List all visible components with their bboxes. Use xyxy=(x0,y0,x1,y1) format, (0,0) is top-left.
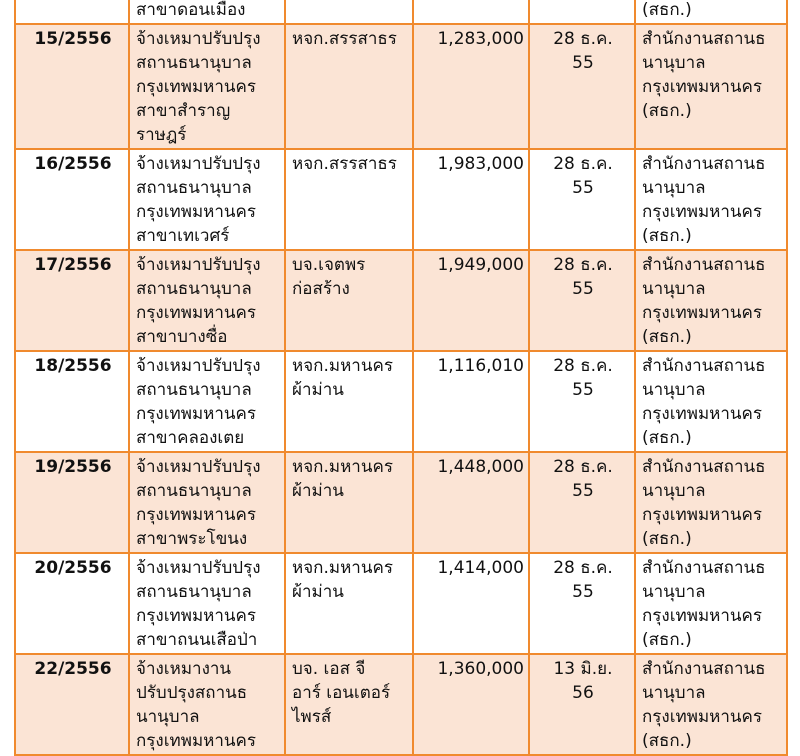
date-cell-line: 55 xyxy=(572,380,594,400)
contractor-cell-line: ผ้าม่าน xyxy=(292,582,344,602)
description-cell-line: สาขาสำราญ xyxy=(136,101,231,121)
description-cell xyxy=(129,553,285,654)
contractor-cell-line: ผ้าม่าน xyxy=(292,481,344,501)
agency-cell-line: กรุงเทพมหานคร xyxy=(642,707,763,727)
description-cell-line: กรุงเทพมหานคร xyxy=(136,77,257,97)
date-cell xyxy=(529,452,635,553)
description-cell-line: สถานธนานุบาล xyxy=(136,178,252,198)
description-cell xyxy=(129,0,285,24)
date-cell-line: 28 ธ.ค. xyxy=(553,255,613,275)
contract-table-body xyxy=(15,0,787,755)
description-cell-line: จ้างเหมาปรับปรุง xyxy=(136,29,261,49)
contract-table xyxy=(14,0,788,756)
agency-cell xyxy=(635,452,787,553)
date-cell-line: 55 xyxy=(572,279,594,299)
agency-cell-line: นานุบาล xyxy=(642,582,706,602)
date-cell-line: 56 xyxy=(572,683,594,703)
agency-cell-line: (สธก.) xyxy=(642,0,692,20)
description-cell-line: กรุงเทพมหานคร xyxy=(136,731,257,751)
project-number-cell: 20/2556 xyxy=(15,553,129,654)
agency-cell-line: กรุงเทพมหานคร xyxy=(642,505,763,525)
agency-cell xyxy=(635,654,787,755)
date-cell-line: 55 xyxy=(572,481,594,501)
date-cell-line: 28 ธ.ค. xyxy=(553,29,613,49)
description-cell-line: นานุบาล xyxy=(136,707,200,727)
amount-cell: 1,414,000 xyxy=(413,553,529,654)
contractor-cell xyxy=(285,0,413,24)
contractor-cell xyxy=(285,452,413,553)
amount-cell: 1,949,000 xyxy=(413,250,529,351)
amount-cell: 1,448,000 xyxy=(413,452,529,553)
contractor-cell xyxy=(285,149,413,250)
contractor-cell-line: บจ. เอส จี xyxy=(292,659,366,679)
contractor-cell-line: ผ้าม่าน xyxy=(292,380,344,400)
description-cell-line: สถานธนานุบาล xyxy=(136,53,252,73)
date-cell-line: 55 xyxy=(572,582,594,602)
amount-cell: 1,116,010 xyxy=(413,351,529,452)
description-cell-line: จ้างเหมาปรับปรุง xyxy=(136,255,261,275)
agency-cell-line: นานุบาล xyxy=(642,53,706,73)
description-cell xyxy=(129,250,285,351)
description-cell-line: สถานธนานุบาล xyxy=(136,380,252,400)
agency-cell-line: (สธก.) xyxy=(642,630,692,650)
agency-cell xyxy=(635,24,787,149)
agency-cell-line: สำนักงานสถานธ xyxy=(642,255,766,275)
agency-cell-line: สำนักงานสถานธ xyxy=(642,154,766,174)
agency-cell xyxy=(635,553,787,654)
description-cell-line: สาขาถนนเสือป่า xyxy=(136,630,258,650)
date-cell xyxy=(529,553,635,654)
date-cell xyxy=(529,654,635,755)
agency-cell-line: สำนักงานสถานธ xyxy=(642,659,766,679)
date-cell-line: 28 ธ.ค. xyxy=(553,558,613,578)
agency-cell-line: นานุบาล xyxy=(642,380,706,400)
agency-cell-line: สำนักงานสถานธ xyxy=(642,29,766,49)
agency-cell-line: นานุบาล xyxy=(642,481,706,501)
contractor-cell-line: หจก.สรรสาธร xyxy=(292,29,397,49)
contractor-cell-line: ไพรส์ xyxy=(292,707,332,727)
description-cell-line: สาขาเทเวศร์ xyxy=(136,226,230,246)
agency-cell-line: (สธก.) xyxy=(642,428,692,448)
agency-cell-line: สำนักงานสถานธ xyxy=(642,356,766,376)
description-cell-line: กรุงเทพมหานคร xyxy=(136,202,257,222)
contractor-cell-line: หจก.มหานคร xyxy=(292,356,393,376)
agency-cell-line: กรุงเทพมหานคร xyxy=(642,303,763,323)
table-row xyxy=(15,351,787,452)
agency-cell xyxy=(635,0,787,24)
contractor-cell-line: หจก.มหานคร xyxy=(292,558,393,578)
table-row xyxy=(15,654,787,755)
contractor-cell xyxy=(285,553,413,654)
table-row xyxy=(15,149,787,250)
description-cell-line: จ้างเหมาปรับปรุง xyxy=(136,154,261,174)
agency-cell-line: กรุงเทพมหานคร xyxy=(642,404,763,424)
description-cell xyxy=(129,24,285,149)
table-row xyxy=(15,24,787,149)
table-row xyxy=(15,0,787,24)
description-cell-line: กรุงเทพมหานคร xyxy=(136,606,257,626)
contractor-cell-line: อาร์ เอนเตอร์ xyxy=(292,683,391,703)
table-row xyxy=(15,250,787,351)
agency-cell-line: กรุงเทพมหานคร xyxy=(642,606,763,626)
description-cell xyxy=(129,654,285,755)
contractor-cell xyxy=(285,250,413,351)
description-cell-line: สาขาคลองเตย xyxy=(136,428,245,448)
description-cell-line: สถานธนานุบาล xyxy=(136,481,252,501)
description-cell-line: จ้างเหมางาน xyxy=(136,659,232,679)
description-cell-line: สาขาพระโขนง xyxy=(136,529,248,549)
date-cell xyxy=(529,149,635,250)
contractor-cell xyxy=(285,351,413,452)
agency-cell-line: (สธก.) xyxy=(642,101,692,121)
agency-cell-line: (สธก.) xyxy=(642,529,692,549)
description-cell xyxy=(129,452,285,553)
agency-cell-line: (สธก.) xyxy=(642,327,692,347)
amount-cell: 1,283,000 xyxy=(413,24,529,149)
agency-cell-line: กรุงเทพมหานคร xyxy=(642,77,763,97)
agency-cell-line: (สธก.) xyxy=(642,731,692,751)
agency-cell-line: นานุบาล xyxy=(642,683,706,703)
contractor-cell-line: บจ.เจตพร xyxy=(292,255,366,275)
date-cell-line: 28 ธ.ค. xyxy=(553,356,613,376)
date-cell-line: 13 มิ.ย. xyxy=(553,659,613,679)
agency-cell-line: กรุงเทพมหานคร xyxy=(642,202,763,222)
contractor-cell-line: ก่อสร้าง xyxy=(292,279,350,299)
date-cell-line: 55 xyxy=(572,53,594,73)
amount-cell xyxy=(413,0,529,24)
agency-cell xyxy=(635,351,787,452)
date-cell xyxy=(529,351,635,452)
project-number-cell: 15/2556 xyxy=(15,24,129,149)
date-cell-line: 55 xyxy=(572,178,594,198)
table-row xyxy=(15,452,787,553)
description-cell-line: สาขาบางซื่อ xyxy=(136,327,228,347)
table-row xyxy=(15,553,787,654)
description-cell-line: จ้างเหมาปรับปรุง xyxy=(136,356,261,376)
description-cell-line: สาขาดอนเมือง xyxy=(136,0,246,20)
agency-cell-line: นานุบาล xyxy=(642,178,706,198)
agency-cell-line: นานุบาล xyxy=(642,279,706,299)
project-number-cell: 16/2556 xyxy=(15,149,129,250)
description-cell xyxy=(129,351,285,452)
project-number-cell xyxy=(15,0,129,24)
agency-cell-line: สำนักงานสถานธ xyxy=(642,457,766,477)
project-number-cell: 19/2556 xyxy=(15,452,129,553)
contractor-cell-line: หจก.มหานคร xyxy=(292,457,393,477)
agency-cell-line: สำนักงานสถานธ xyxy=(642,558,766,578)
date-cell-line: 28 ธ.ค. xyxy=(553,154,613,174)
description-cell-line: จ้างเหมาปรับปรุง xyxy=(136,558,261,578)
description-cell-line: สถานธนานุบาล xyxy=(136,582,252,602)
contractor-cell xyxy=(285,654,413,755)
amount-cell: 1,360,000 xyxy=(413,654,529,755)
date-cell xyxy=(529,0,635,24)
description-cell xyxy=(129,149,285,250)
agency-cell xyxy=(635,149,787,250)
project-number-cell: 22/2556 xyxy=(15,654,129,755)
contractor-cell-line: หจก.สรรสาธร xyxy=(292,154,397,174)
description-cell-line: ปรับปรุงสถานธ xyxy=(136,683,248,703)
agency-cell xyxy=(635,250,787,351)
description-cell-line: จ้างเหมาปรับปรุง xyxy=(136,457,261,477)
date-cell-line: 28 ธ.ค. xyxy=(553,457,613,477)
description-cell-line: สถานธนานุบาล xyxy=(136,279,252,299)
description-cell-line: กรุงเทพมหานคร xyxy=(136,404,257,424)
description-cell-line: ราษฎร์ xyxy=(136,125,187,145)
description-cell-line: กรุงเทพมหานคร xyxy=(136,505,257,525)
project-number-cell: 18/2556 xyxy=(15,351,129,452)
date-cell xyxy=(529,24,635,149)
date-cell xyxy=(529,250,635,351)
description-cell-line: กรุงเทพมหานคร xyxy=(136,303,257,323)
project-number-cell: 17/2556 xyxy=(15,250,129,351)
agency-cell-line: (สธก.) xyxy=(642,226,692,246)
amount-cell: 1,983,000 xyxy=(413,149,529,250)
contractor-cell xyxy=(285,24,413,149)
